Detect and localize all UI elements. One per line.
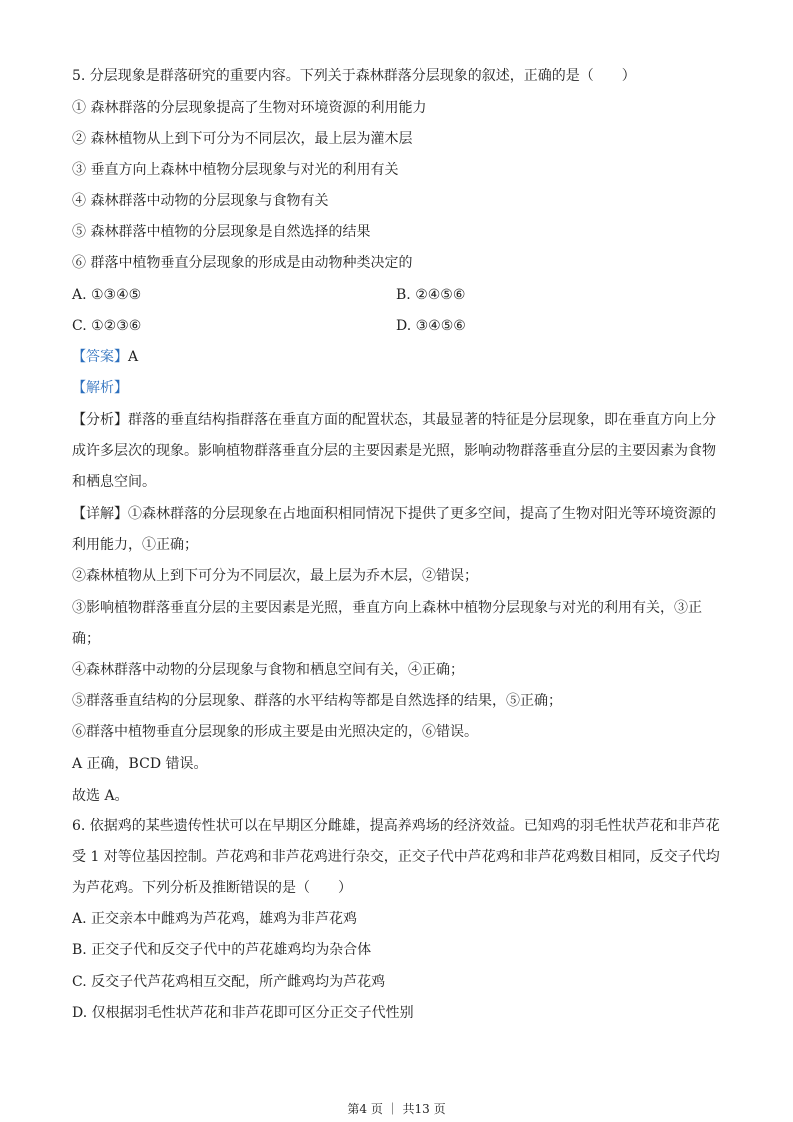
q5-item-1: ① 森林群落的分层现象提高了生物对环境资源的利用能力 [72,100,427,116]
xiangjie-line-7: ⑤群落垂直结构的分层现象、群落的水平结构等都是自然选择的结果，⑤正确； [72,693,562,709]
q6-option-a: A. 正交亲本中雌鸡为芦花鸡，雄鸡为非芦花鸡 [72,911,358,927]
fenxi-line-3: 和栖息空间。 [72,474,156,490]
xiangjie-line-2: 利用能力，①正确； [72,537,198,553]
page-footer: 第4 页 ｜ 共13 页 [347,1102,446,1116]
xiangjie-line-5: 确； [72,631,100,647]
q6-stem-3: 为芦花鸡。下列分析及推断错误的是（ ） [72,880,352,896]
xiangjie-tag: 【详解】 [72,506,128,522]
xiangjie-line-9: A 正确，BCD 错误。 [72,756,208,772]
answer-value: A [128,349,139,365]
q5-option-a: A. ①③④⑤ [72,287,142,303]
q6-option-c: C. 反交子代芦花鸡相互交配，所产雌鸡均为芦花鸡 [72,974,386,990]
xiangjie-line-4: ③影响植物群落垂直分层的主要因素是光照，垂直方向上森林中植物分层现象与对光的利用有关，③正 [72,600,702,616]
fenxi-tag: 【分析】 [72,412,128,428]
answer-line [72,347,138,367]
q5-item-2: ② 森林植物从上到下可分为不同层次，最上层为灌木层 [72,131,413,147]
analysis-tag: 【解析】 [72,380,128,396]
q5-option-c: C. ①②③⑥ [72,318,142,334]
q5-stem: 5. 分层现象是群落研究的重要内容。下列关于森林群落分层现象的叙述，正确的是（ ） [72,68,636,84]
q5-item-6: ⑥ 群落中植物垂直分层现象的形成是由动物种类决定的 [72,255,413,271]
xiangjie-text-1: ①森林群落的分层现象在占地面积相同情况下提供了更多空间，提高了生物对阳光等环境资源的 [128,506,716,522]
q5-item-5: ⑤ 森林群落中植物的分层现象是自然选择的结果 [72,224,371,240]
xiangjie-line-6: ④森林群落中动物的分层现象与食物和栖息空间有关，④正确； [72,662,464,678]
q5-item-4: ④ 森林群落中动物的分层现象与食物有关 [72,193,329,209]
fenxi-line-2: 成许多层次的现象。影响植物群落垂直分层的主要因素是光照，影响动物群落垂直分层的主要因素为食物 [72,443,716,459]
q6-stem-1: 6. 依据鸡的某些遗传性状可以在早期区分雌雄，提高养鸡场的经济效益。已知鸡的羽毛性状芦花和非芦花 [72,818,720,834]
q6-option-b: B. 正交子代和反交子代中的芦花雄鸡均为杂合体 [72,942,372,958]
q5-item-3: ③ 垂直方向上森林中植物分层现象与对光的利用有关 [72,162,399,178]
xiangjie-line-10: 故选 A。 [72,788,129,804]
fenxi-line-1 [72,410,716,430]
q5-option-b: B. ②④⑤⑥ [396,287,466,303]
q6-stem-2: 受 1 对等位基因控制。芦花鸡和非芦花鸡进行杂交，正交子代中芦花鸡和非芦花鸡数目相同，反交子代均 [72,849,720,865]
answer-tag: 【答案】 [72,349,128,365]
q6-option-d: D. 仅根据羽毛性状芦花和非芦花即可区分正交子代性别 [72,1005,414,1021]
xiangjie-line-8: ⑥群落中植物垂直分层现象的形成主要是由光照决定的，⑥错误。 [72,724,478,740]
q5-option-d: D. ③④⑤⑥ [396,318,466,334]
fenxi-text-1: 群落的垂直结构指群落在垂直方面的配置状态，其最显著的特征是分层现象，即在垂直方向上分 [128,412,716,428]
xiangjie-line-3: ②森林植物从上到下可分为不同层次，最上层为乔木层，②错误； [72,568,478,584]
xiangjie-line-1 [72,504,716,524]
